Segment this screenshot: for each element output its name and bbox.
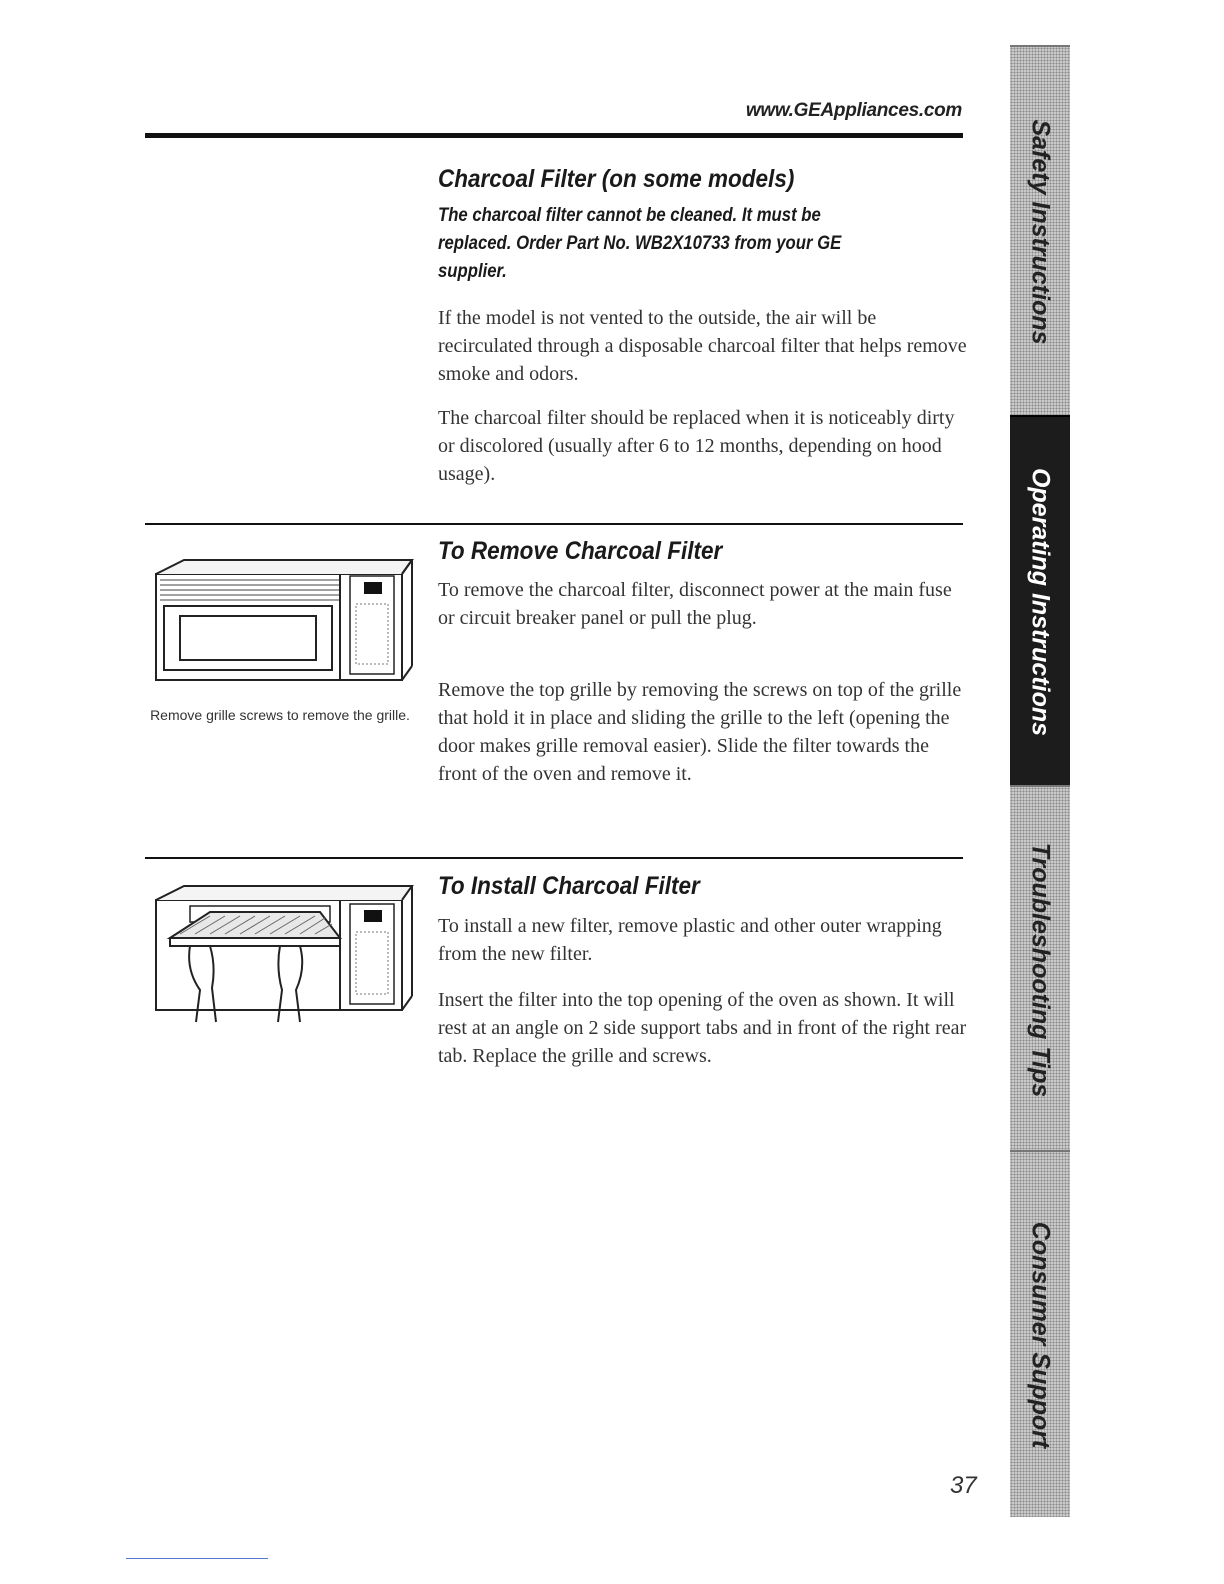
website-url[interactable]: www.GEAppliances.com bbox=[745, 100, 962, 121]
header-rule bbox=[145, 133, 963, 138]
charcoal-filter-para-1: If the model is not vented to the outside, the air will be recirculated through a disposable charcoal filter that helps remove smoke and odors. bbox=[438, 307, 967, 385]
tab-label: Troubleshooting Tips bbox=[1026, 842, 1055, 1097]
tab-troubleshooting-tips[interactable] bbox=[1010, 785, 1070, 1152]
remove-filter-para-1: To remove the charcoal filter, disconnect power at the main fuse or circuit breaker panel or pull the plug. bbox=[438, 579, 952, 629]
section-divider bbox=[145, 857, 963, 859]
remove-filter-para-2: Remove the top grille by removing the screws on top of the grille that hold it in place and sliding the grille to the left (opening the door makes grille removal easier). Slide the filter towards the front of the oven and remove it. bbox=[438, 679, 962, 785]
tab-operating-instructions[interactable] bbox=[1010, 415, 1070, 787]
install-filter-para-2: Insert the filter into the top opening of the oven as shown. It will rest at an angle on 2 side support tabs and in front of the right rear tab. Replace the grille and screws. bbox=[438, 989, 967, 1067]
footer-line bbox=[126, 1558, 268, 1559]
install-filter-para-1: To install a new filter, remove plastic and other outer wrapping from the new filter. bbox=[438, 915, 942, 965]
microwave-grille-illustration bbox=[150, 538, 415, 688]
charcoal-filter-para-2: The charcoal filter should be replaced when it is noticeably dirty or discolored (usually after 6 to 12 months, depending on hood usage). bbox=[438, 407, 955, 485]
install-filter-illustration bbox=[150, 870, 415, 1030]
page-number: 37 bbox=[950, 1472, 977, 1499]
remove-grille-caption: Remove grille screws to remove the grille. bbox=[150, 707, 410, 723]
install-filter-heading: To Install Charcoal Filter bbox=[438, 872, 700, 900]
tab-consumer-support[interactable] bbox=[1010, 1150, 1070, 1517]
tab-label: Operating Instructions bbox=[1026, 467, 1055, 737]
tab-label: Consumer Support bbox=[1026, 1221, 1055, 1448]
section-tabs bbox=[1010, 45, 1070, 1515]
section-divider bbox=[145, 523, 963, 525]
tab-safety-instructions[interactable] bbox=[1010, 45, 1070, 417]
remove-filter-heading: To Remove Charcoal Filter bbox=[438, 537, 723, 565]
charcoal-filter-heading: Charcoal Filter (on some models) bbox=[438, 165, 795, 193]
tab-label: Safety Instructions bbox=[1026, 119, 1055, 345]
charcoal-filter-warning: The charcoal filter cannot be cleaned. It must be replaced. Order Part No. WB2X10733 from your GE supplier. bbox=[438, 205, 842, 282]
